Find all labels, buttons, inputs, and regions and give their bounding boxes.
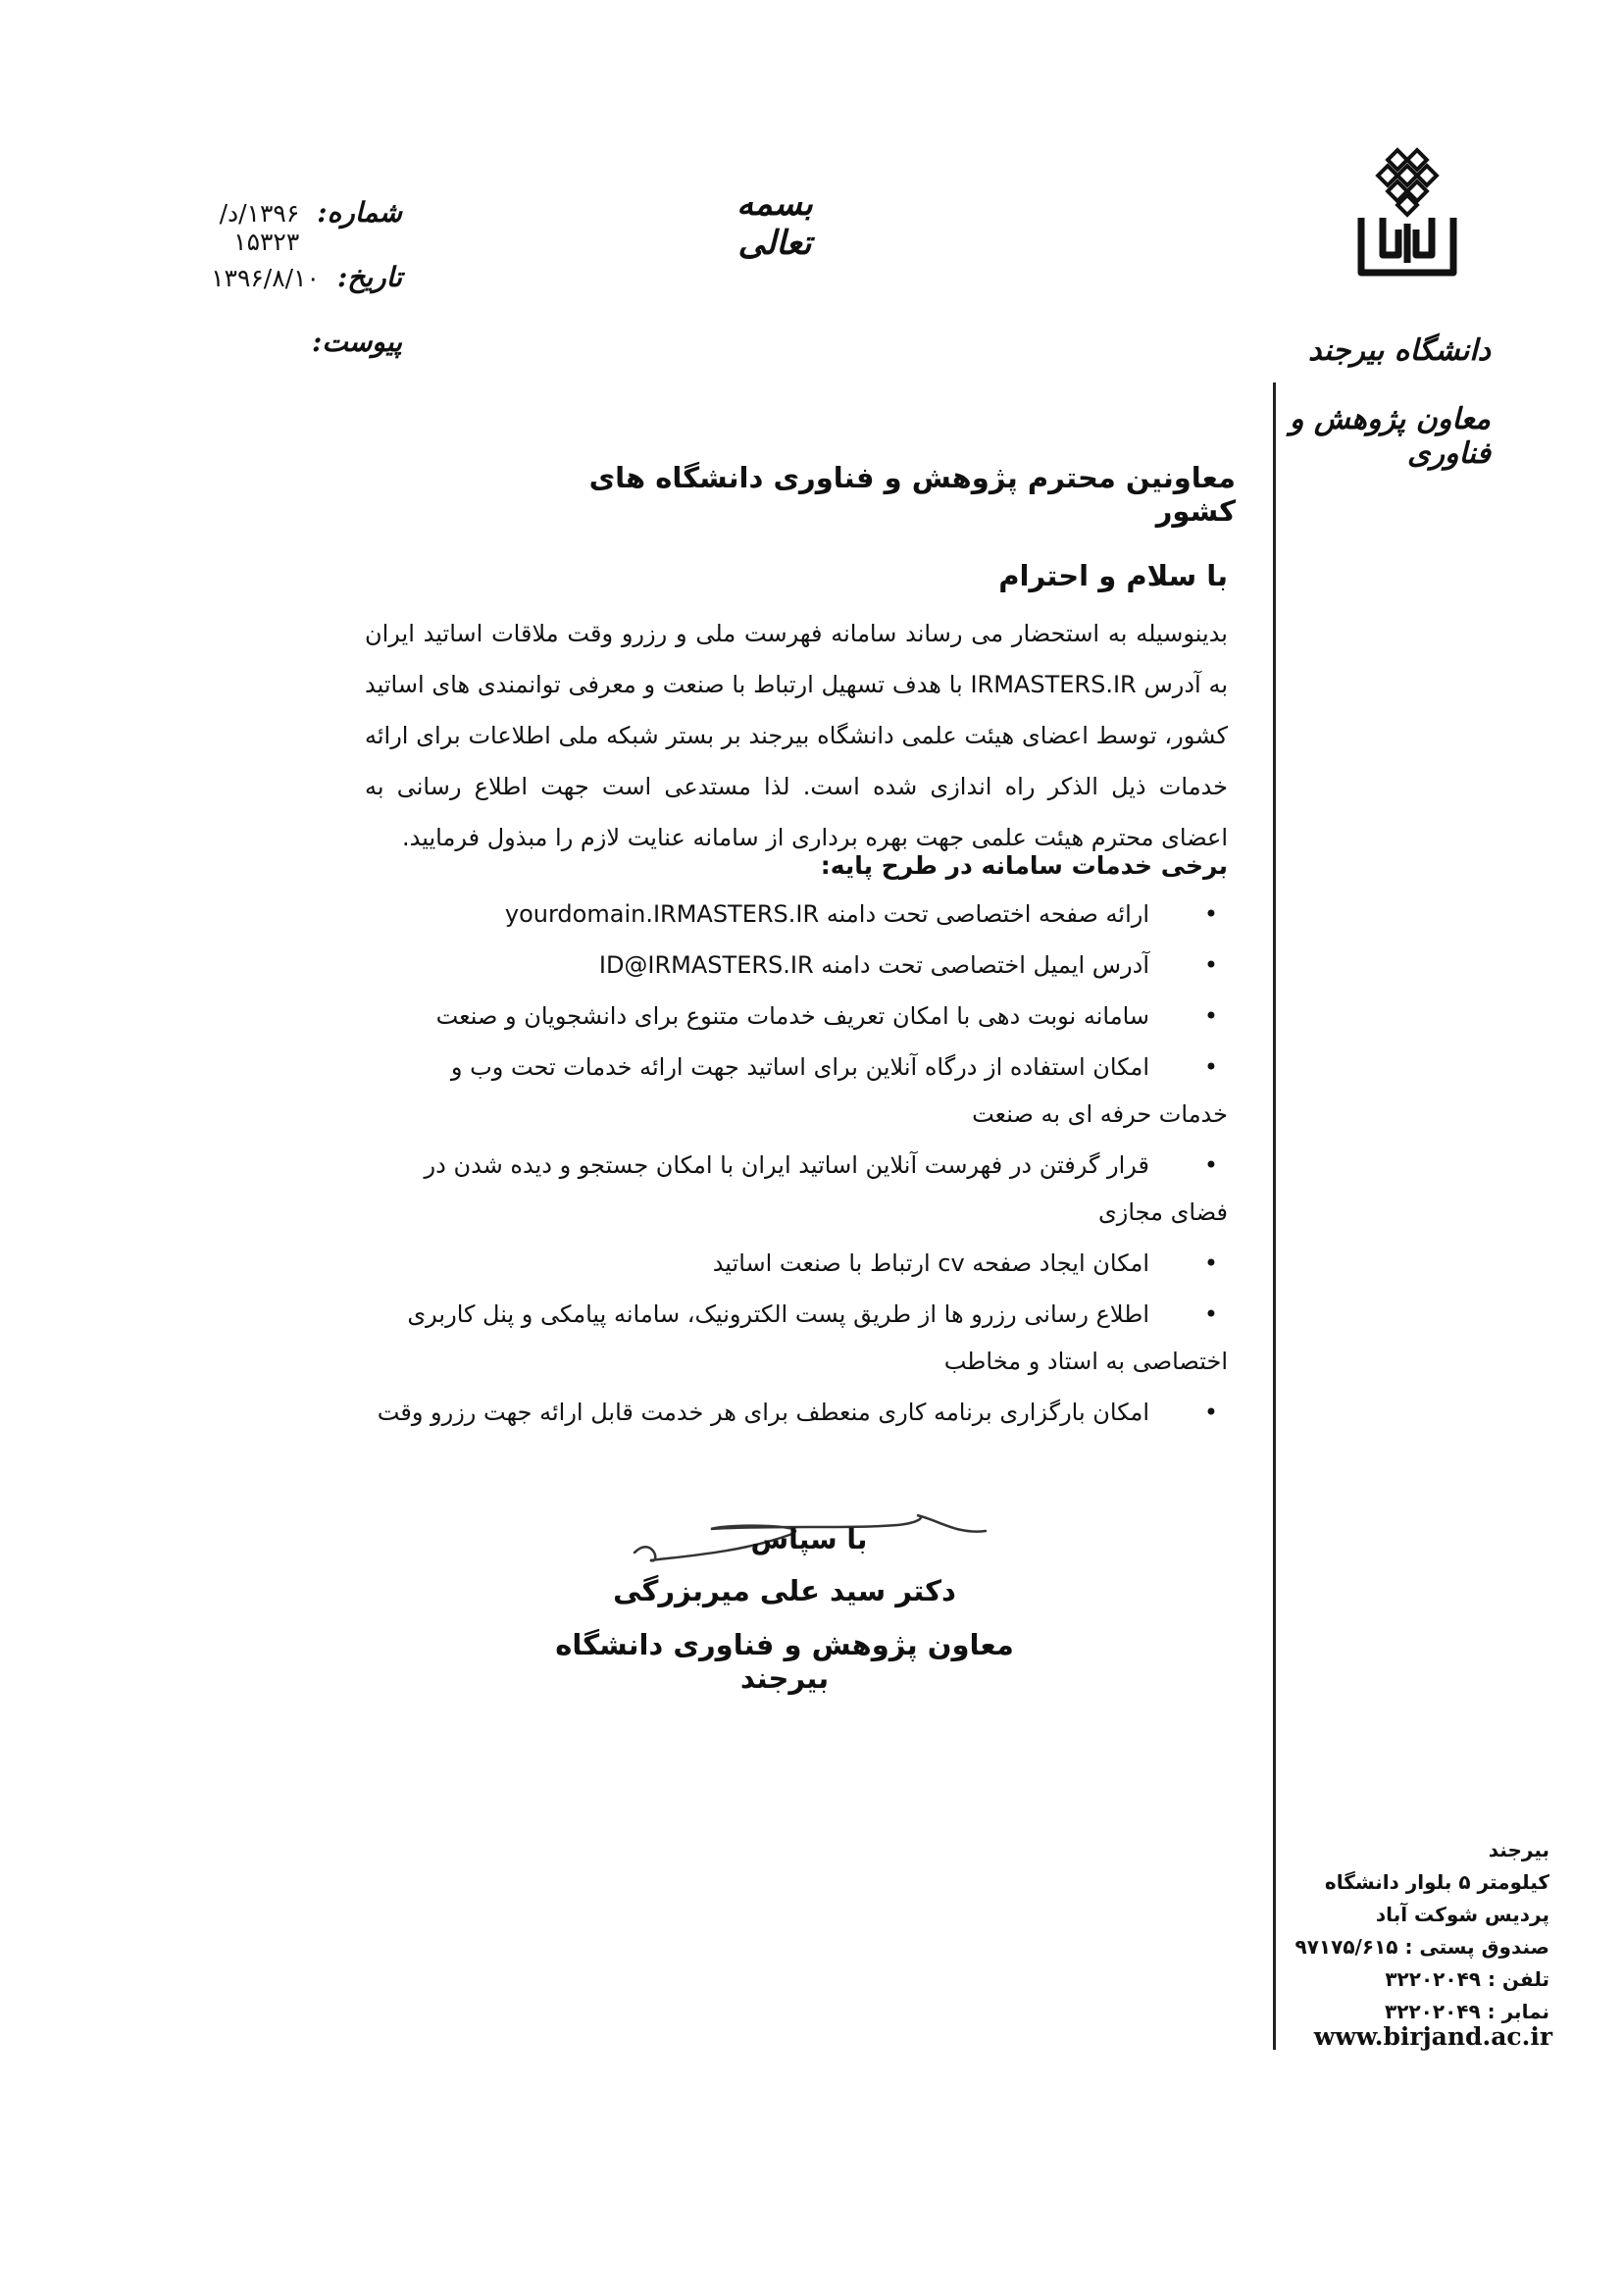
date-value: ۱۳۹۶/۸/۱۰ [211, 264, 320, 292]
greeting: با سلام و احترام [998, 559, 1228, 592]
recipient: معاونین محترم پژوهش و فناوری دانشگاه های کشور [588, 461, 1236, 528]
services-heading: برخی خدمات سامانه در طرح پایه: [820, 851, 1228, 880]
signer-name: دکتر سید علی میربزرگی [613, 1574, 956, 1607]
attachment-label: پیوست: [312, 326, 402, 358]
address-line: نمابر : ۳۲۲۰۲۰۴۹ [1385, 2000, 1549, 2023]
bullet-icon: • [1203, 1151, 1218, 1179]
vertical-divider [1273, 382, 1276, 2050]
service-item [365, 891, 1228, 938]
bullet-icon: • [1203, 1249, 1218, 1277]
service-item [365, 1389, 1228, 1436]
service-text: آدرس ایمیل اختصاصی تحت دامنه ID@IRMASTERS.IR [598, 951, 1149, 979]
service-item [365, 1240, 1228, 1287]
service-text: امکان بارگزاری برنامه کاری منعطف برای هر خدمت قابل ارائه جهت رزرو وقت [377, 1399, 1149, 1426]
bullet-icon: • [1203, 900, 1218, 928]
website[interactable]: www.birjand.ac.ir [1313, 2022, 1552, 2051]
signer-title: معاون پژوهش و فناوری دانشگاه بیرجند [555, 1628, 1014, 1695]
number-row [177, 196, 402, 261]
bullet-icon: • [1203, 1399, 1218, 1426]
attachment-row [177, 326, 402, 390]
service-text-continued: خدمات حرفه ای به صنعت [972, 1100, 1228, 1128]
services-list [365, 891, 1228, 1440]
bullet-icon: • [1203, 951, 1218, 979]
closing: با سپاس [750, 1523, 868, 1555]
letter-meta [177, 196, 402, 390]
letter-body: بدینوسیله به استحضار می رساند سامانه فهرست ملی و رزرو وقت ملاقات اساتید ایران به آدرس IRMASTERS.IR با هدف تسهیل ارتباط با صنعت و معرفی توانمندی های اساتید کشور، توسط اعضای هیئت علمی دانشگاه بیرجند بر بستر شبکه ملی اطلاعات برای ارائه خدمات ذیل الذکر راه اندازی شده است. لذا مستدعی است جهت اطلاع رسانی به اعضای محترم هیئت علمی جهت بهره برداری از سامانه عنایت لازم را مبذول فرمایید. [365, 620, 1228, 851]
service-text-continued: اختصاصی به استاد و مخاطب [943, 1348, 1228, 1375]
service-text-continued: فضای مجازی [1097, 1198, 1228, 1226]
basmala-heading: بسمه تعالی [736, 184, 813, 263]
address-line: صندوق پستی : ۹۷۱۷۵/۶۱۵ [1294, 1935, 1549, 1959]
address-line: بیرجند [1488, 1838, 1549, 1861]
date-row [177, 261, 402, 326]
service-item [365, 1142, 1228, 1236]
number-label: شماره: [317, 196, 402, 229]
number-value: ۱۳۹۶/د/۱۵۳۲۳ [219, 199, 300, 256]
service-text: ارائه صفحه اختصاصی تحت دامنه yourdomain.IRMASTERS.IR [504, 900, 1149, 928]
address-line: پردیس شوکت آباد [1375, 1903, 1549, 1926]
university-name: دانشگاه بیرجند [1308, 333, 1491, 368]
service-text: امکان استفاده از درگاه آنلاین برای اساتید جهت ارائه خدمات تحت وب و [450, 1053, 1149, 1081]
service-text: قرار گرفتن در فهرست آنلاین اساتید ایران با امکان جستجو و دیده شدن در [424, 1151, 1149, 1179]
service-text: اطلاع رسانی رزرو ها از طریق پست الکترونیک، سامانه پیامکی و پنل کاربری [407, 1300, 1149, 1328]
service-item [365, 993, 1228, 1040]
address-block [1265, 1834, 1549, 2028]
service-text: سامانه نوبت دهی با امکان تعریف خدمات متنوع برای دانشجویان و صنعت [435, 1002, 1149, 1030]
address-line: کیلومتر ۵ بلوار دانشگاه [1324, 1870, 1549, 1894]
university-logo [1353, 147, 1461, 284]
service-item [365, 1044, 1228, 1138]
bullet-icon: • [1203, 1002, 1218, 1030]
service-item [365, 1291, 1228, 1385]
department-name: معاون پژوهش و فناوری [1289, 402, 1491, 471]
bullet-icon: • [1203, 1053, 1218, 1081]
service-text: امکان ایجاد صفحه cv ارتباط با صنعت اساتید [712, 1249, 1149, 1277]
date-label: تاریخ: [336, 261, 402, 293]
address-line: تلفن : ۳۲۲۰۲۰۴۹ [1385, 1967, 1549, 1991]
bullet-icon: • [1203, 1300, 1218, 1328]
service-item [365, 942, 1228, 989]
